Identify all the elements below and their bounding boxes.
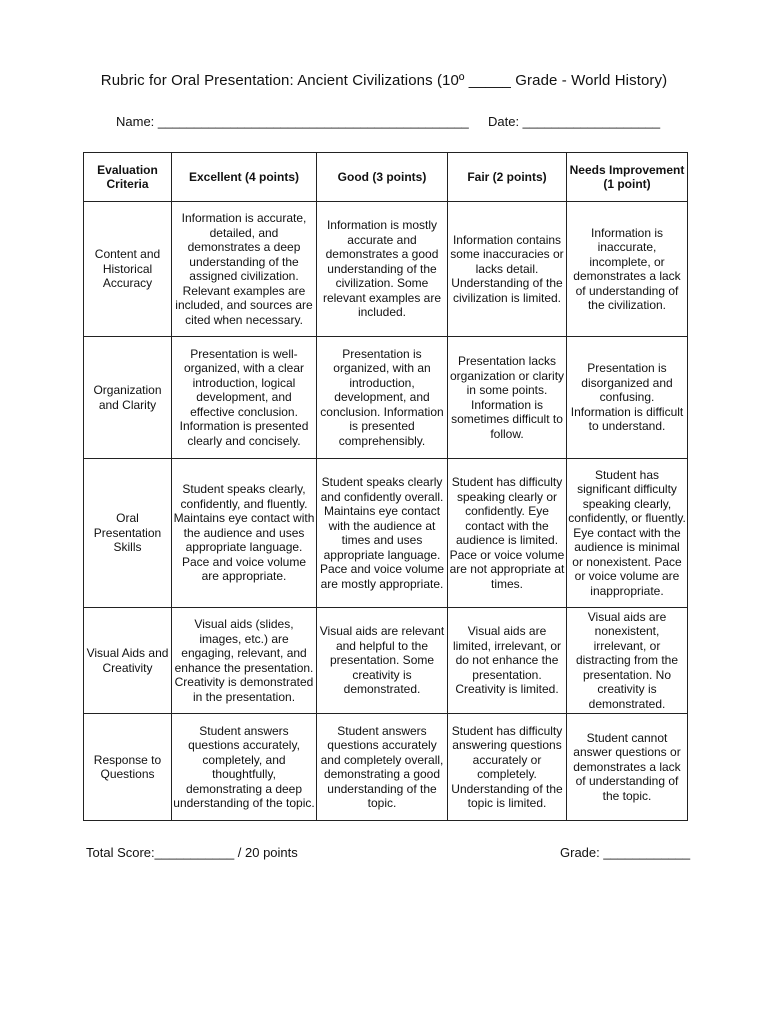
excellent-cell: Visual aids (slides, images, etc.) are engaging, relevant, and enhance the presentation. Creativity is demonstrated in the presentation.	[172, 608, 317, 714]
rubric-table	[83, 152, 688, 821]
table-row	[84, 608, 688, 714]
needs-improvement-cell: Presentation is disorganized and confusing. Information is difficult to understand.	[567, 337, 688, 459]
criterion-cell: Oral Presentation Skills	[84, 459, 172, 608]
good-cell: Visual aids are relevant and helpful to the presentation. Some creativity is demonstrated.	[317, 608, 448, 714]
date-line: Date: ___________________	[488, 114, 661, 129]
good-cell: Information is mostly accurate and demonstrates a good understanding of the civilization. Some relevant examples are included.	[317, 202, 448, 337]
fair-cell: Student has difficulty speaking clearly or confidently. Eye contact with the audience is limited. Pace or voice volume are not appropriate at times.	[448, 459, 567, 608]
header-excellent: Excellent (4 points)	[172, 153, 317, 202]
header-good: Good (3 points)	[317, 153, 448, 202]
excellent-cell: Presentation is well-organized, with a clear introduction, logical development, and effective conclusion. Information is presented clearly and concisely.	[172, 337, 317, 459]
header-fair: Fair (2 points)	[448, 153, 567, 202]
criterion-cell: Organization and Clarity	[84, 337, 172, 459]
needs-improvement-cell: Student cannot answer questions or demonstrates a lack of understanding of the topic.	[567, 714, 688, 821]
excellent-cell: Student speaks clearly, confidently, and fluently. Maintains eye contact with the audience and uses appropriate language. Pace and voice volume are appropriate.	[172, 459, 317, 608]
name-line: Name: ___________________________________________	[116, 114, 469, 129]
table-row	[84, 202, 688, 337]
fair-cell: Presentation lacks organization or clarity in some points. Information is sometimes difficult to follow.	[448, 337, 567, 459]
needs-improvement-cell: Student has significant difficulty speaking clearly, confidently, or fluently. Eye contact with the audience is minimal or nonexistent. Pace or voice volume are inappropriate.	[567, 459, 688, 608]
good-cell: Student speaks clearly and confidently overall. Maintains eye contact with the audience at times and uses appropriate language. Pace and voice volume are mostly appropriate.	[317, 459, 448, 608]
good-cell: Student answers questions accurately and completely overall, demonstrating a good understanding of the topic.	[317, 714, 448, 821]
good-cell: Presentation is organized, with an introduction, development, and conclusion. Information is presented comprehensibly.	[317, 337, 448, 459]
table-row	[84, 459, 688, 608]
total-score-line: Total Score:___________ / 20 points	[86, 845, 298, 860]
header-needs-improvement: Needs Improvement (1 point)	[567, 153, 688, 202]
excellent-cell: Information is accurate, detailed, and demonstrates a deep understanding of the assigned civilization. Relevant examples are included, and sources are cited when necessary.	[172, 202, 317, 337]
excellent-cell: Student answers questions accurately, completely, and thoughtfully, demonstrating a deep understanding of the topic.	[172, 714, 317, 821]
table-row	[84, 714, 688, 821]
table-row	[84, 337, 688, 459]
criterion-cell: Response to Questions	[84, 714, 172, 821]
fair-cell: Student has difficulty answering questions accurately or completely. Understanding of the topic is limited.	[448, 714, 567, 821]
fair-cell: Visual aids are limited, irrelevant, or do not enhance the presentation. Creativity is limited.	[448, 608, 567, 714]
page-title: Rubric for Oral Presentation: Ancient Civilizations (10º _____ Grade - World History)	[100, 72, 668, 89]
criterion-cell: Visual Aids and Creativity	[84, 608, 172, 714]
criterion-cell: Content and Historical Accuracy	[84, 202, 172, 337]
fair-cell: Information contains some inaccuracies or lacks detail. Understanding of the civilization is limited.	[448, 202, 567, 337]
grade-line: Grade: ____________	[560, 845, 691, 860]
header-criteria: Evaluation Criteria	[84, 153, 172, 202]
header-row	[84, 153, 688, 202]
needs-improvement-cell: Visual aids are nonexistent, irrelevant, or distracting from the presentation. No creativity is demonstrated.	[567, 608, 688, 714]
needs-improvement-cell: Information is inaccurate, incomplete, or demonstrates a lack of understanding of the civilization.	[567, 202, 688, 337]
